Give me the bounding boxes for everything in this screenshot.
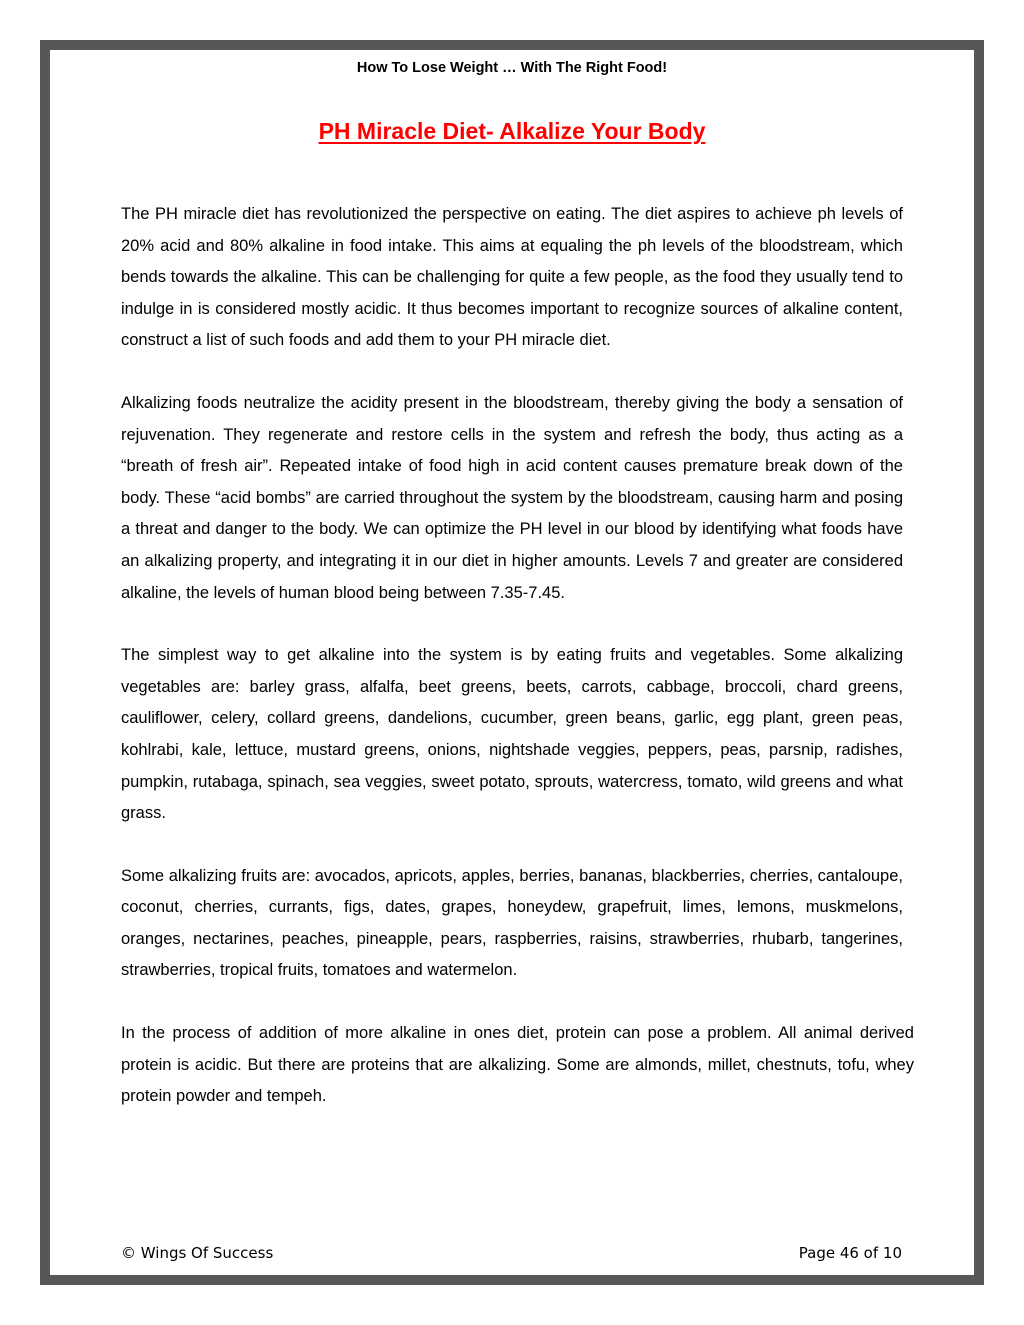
paragraph-alkalizing-foods: Alkalizing foods neutralize the acidity present in the bloodstream, thereby giving the body a sensation of rejuvenation. They regenerate and restore cells in the system and refresh the body, thus acting as a “breath of fresh air”. Repeated intake of food high in acid content causes premature break down of the body. These “acid bombs” are carried throughout the system by the bloodstream, causing harm and posing a threat and danger to the body. We can optimize the PH level in our blood by identifying what foods have an alkalizing property, and integrating it in our diet in higher amounts. Levels 7 and greater are considered alkaline, the levels of human blood being between 7.35-7.45.	[121, 393, 903, 602]
paragraph-protein: In the process of addition of more alkaline in ones diet, protein can pose a problem. All animal derived protein is acidic. But there are proteins that are alkalizing. Some are almonds, millet, chestnuts, tofu, whey protein powder and tempeh.	[121, 1024, 914, 1106]
chapter-title: PH Miracle Diet- Alkalize Your Body	[318, 118, 706, 144]
paragraph-fruits: Some alkalizing fruits are: avocados, apricots, apples, berries, bananas, blackberries, cherries, cantaloupe, coconut, cherries, currants, figs, dates, grapes, honeydew, grapefruit, limes, lemons, muskmelons, oranges, nectarines, peaches, pineapple, pears, raspberries, raisins, strawberries, rhubarb, tangerines, strawberries, tropical fruits, tomatoes and watermelon.	[121, 866, 903, 980]
running-header: How To Lose Weight … With The Right Food!	[356, 60, 668, 76]
paragraph-intro: The PH miracle diet has revolutionized the perspective on eating. The diet aspires to achieve ph levels of 20% acid and 80% alkaline in food intake. This aims at equaling the ph levels of the bloodstream, which bends towards the alkaline. This can be challenging for quite a few people, as the food they usually tend to indulge in is considered mostly acidic. It thus becomes important to recognize sources of alkaline content, construct a list of such foods and add them to your PH miracle diet.	[121, 205, 903, 350]
body-text	[121, 199, 914, 1144]
footer-copyright: © Wings Of Success	[121, 1244, 274, 1262]
footer-page-number: Page 46 of 10	[798, 1244, 902, 1262]
paragraph-vegetables: The simplest way to get alkaline into the system is by eating fruits and vegetables. Some alkalizing vegetables are: barley grass, alfalfa, beet greens, beets, carrots, cabbage, broccoli, chard greens, cauliflower, celery, collard greens, dandelions, cucumber, green beans, garlic, egg plant, green peas, kohlrabi, kale, lettuce, mustard greens, onions, nightshade veggies, peppers, peas, parsnip, radishes, pumpkin, rutabaga, spinach, sea veggies, sweet potato, sprouts, watercress, tomato, wild greens and what grass.	[121, 646, 903, 823]
